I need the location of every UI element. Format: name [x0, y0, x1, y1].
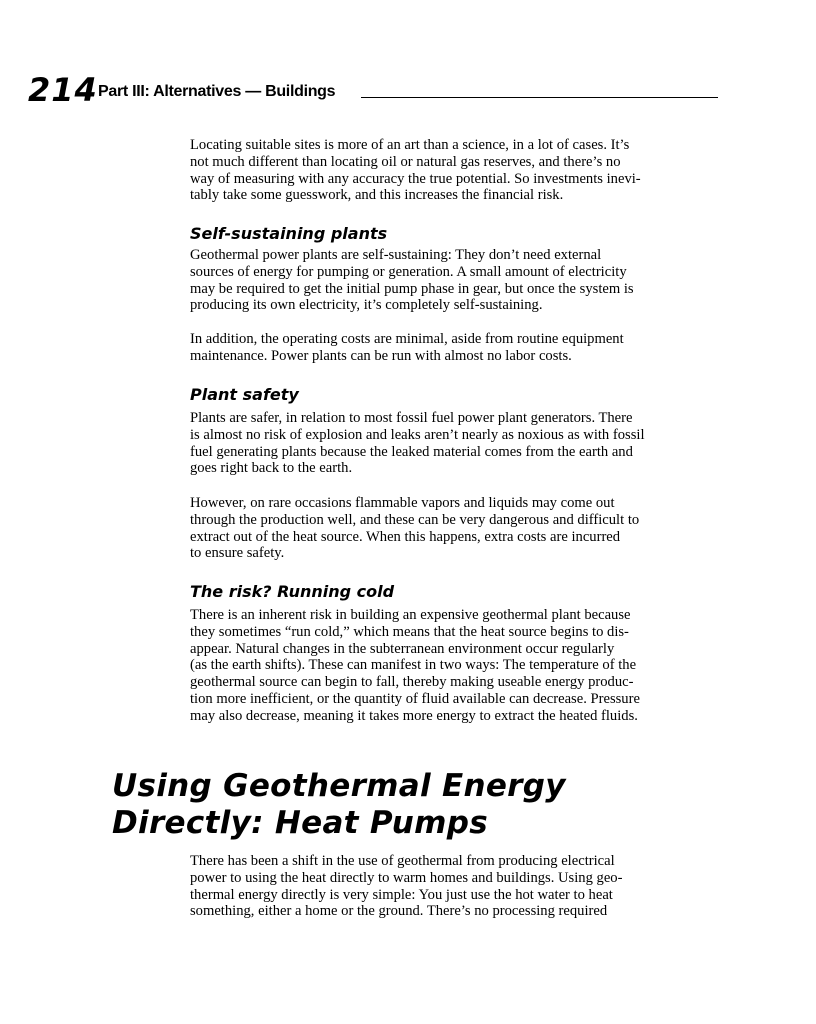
text-line: tably take some guesswork, and this increases the financial risk. [190, 187, 564, 204]
major-heading-line: Directly: Heat Pumps [112, 805, 489, 841]
text-line: thermal energy directly is very simple: You just use the hot water to heat [190, 886, 613, 903]
major-heading [112, 768, 566, 842]
text-line: through the production well, and these can be very dangerous and difficult to [190, 511, 640, 528]
text-line: tion more inefficient, or the quantity of fluid available can decrease. Pressure [190, 690, 640, 707]
text-line: maintenance. Power plants can be run with almost no labor costs. [190, 347, 572, 364]
section-self-sustaining-p2 [190, 331, 710, 365]
text-line: may be required to get the initial pump phase in gear, but once the system is [190, 280, 634, 297]
text-line: is almost no risk of explosion and leaks aren’t nearly as noxious as with fossil [190, 426, 645, 443]
text-line: may also decrease, meaning it takes more energy to extract the heated fluids. [190, 707, 638, 724]
text-line: something, either a home or the ground. There’s no processing required [190, 903, 608, 920]
section-self-sustaining-p1 [190, 247, 710, 314]
subheading-self-sustaining: Self-sustaining plants [190, 224, 388, 243]
page-header [28, 70, 718, 110]
text-line: (as the earth shifts). These can manifest in two ways: The temperature of the [190, 657, 637, 674]
header-rule [361, 97, 718, 98]
text-line: geothermal source can begin to fall, thereby making useable energy produc- [190, 674, 634, 691]
section-plant-safety-p2 [190, 495, 710, 562]
text-line: In addition, the operating costs are minimal, aside from routine equipment [190, 331, 624, 347]
subheading-plant-safety: Plant safety [190, 385, 299, 404]
major-heading-line: Using Geothermal Energy [112, 768, 566, 804]
subheading-running-cold: The risk? Running cold [190, 582, 395, 601]
text-line: Geothermal power plants are self-sustaining: They don’t need external [190, 247, 602, 263]
text-line: to ensure safety. [190, 545, 285, 562]
section-running-cold-p1 [190, 607, 710, 725]
text-line: appear. Natural changes in the subterranean environment occur regularly [190, 640, 615, 657]
text-line: extract out of the heat source. When this happens, extra costs are incurred [190, 528, 621, 545]
text-line: producing its own electricity, it’s completely self-sustaining. [190, 297, 543, 314]
text-line: However, on rare occasions flammable vapors and liquids may come out [190, 495, 615, 511]
section-plant-safety-p1 [190, 410, 710, 477]
closing-paragraph [190, 853, 710, 920]
text-line: way of measuring with any accuracy the true potential. So investments inevi- [190, 170, 641, 187]
text-line: not much different than locating oil or natural gas reserves, and there’s no [190, 153, 621, 170]
text-line: sources of energy for pumping or generation. A small amount of electricity [190, 263, 627, 280]
text-line: power to using the heat directly to warm homes and buildings. Using geo- [190, 869, 623, 886]
text-line: Locating suitable sites is more of an art than a science, in a lot of cases. It’s [190, 137, 630, 153]
running-head: Part III: Alternatives — Buildings [98, 83, 336, 100]
text-line: Plants are safer, in relation to most fossil fuel power plant generators. There [190, 410, 633, 426]
text-line: fuel generating plants because the leaked material comes from the earth and [190, 443, 633, 460]
text-line: There is an inherent risk in building an expensive geothermal plant because [190, 607, 631, 623]
text-line: they sometimes “run cold,” which means that the heat source begins to dis- [190, 623, 629, 640]
text-line: There has been a shift in the use of geothermal from producing electrical [190, 853, 615, 869]
text-line: goes right back to the earth. [190, 460, 353, 477]
intro-paragraph [190, 137, 710, 204]
page-number: 214 [28, 71, 98, 109]
